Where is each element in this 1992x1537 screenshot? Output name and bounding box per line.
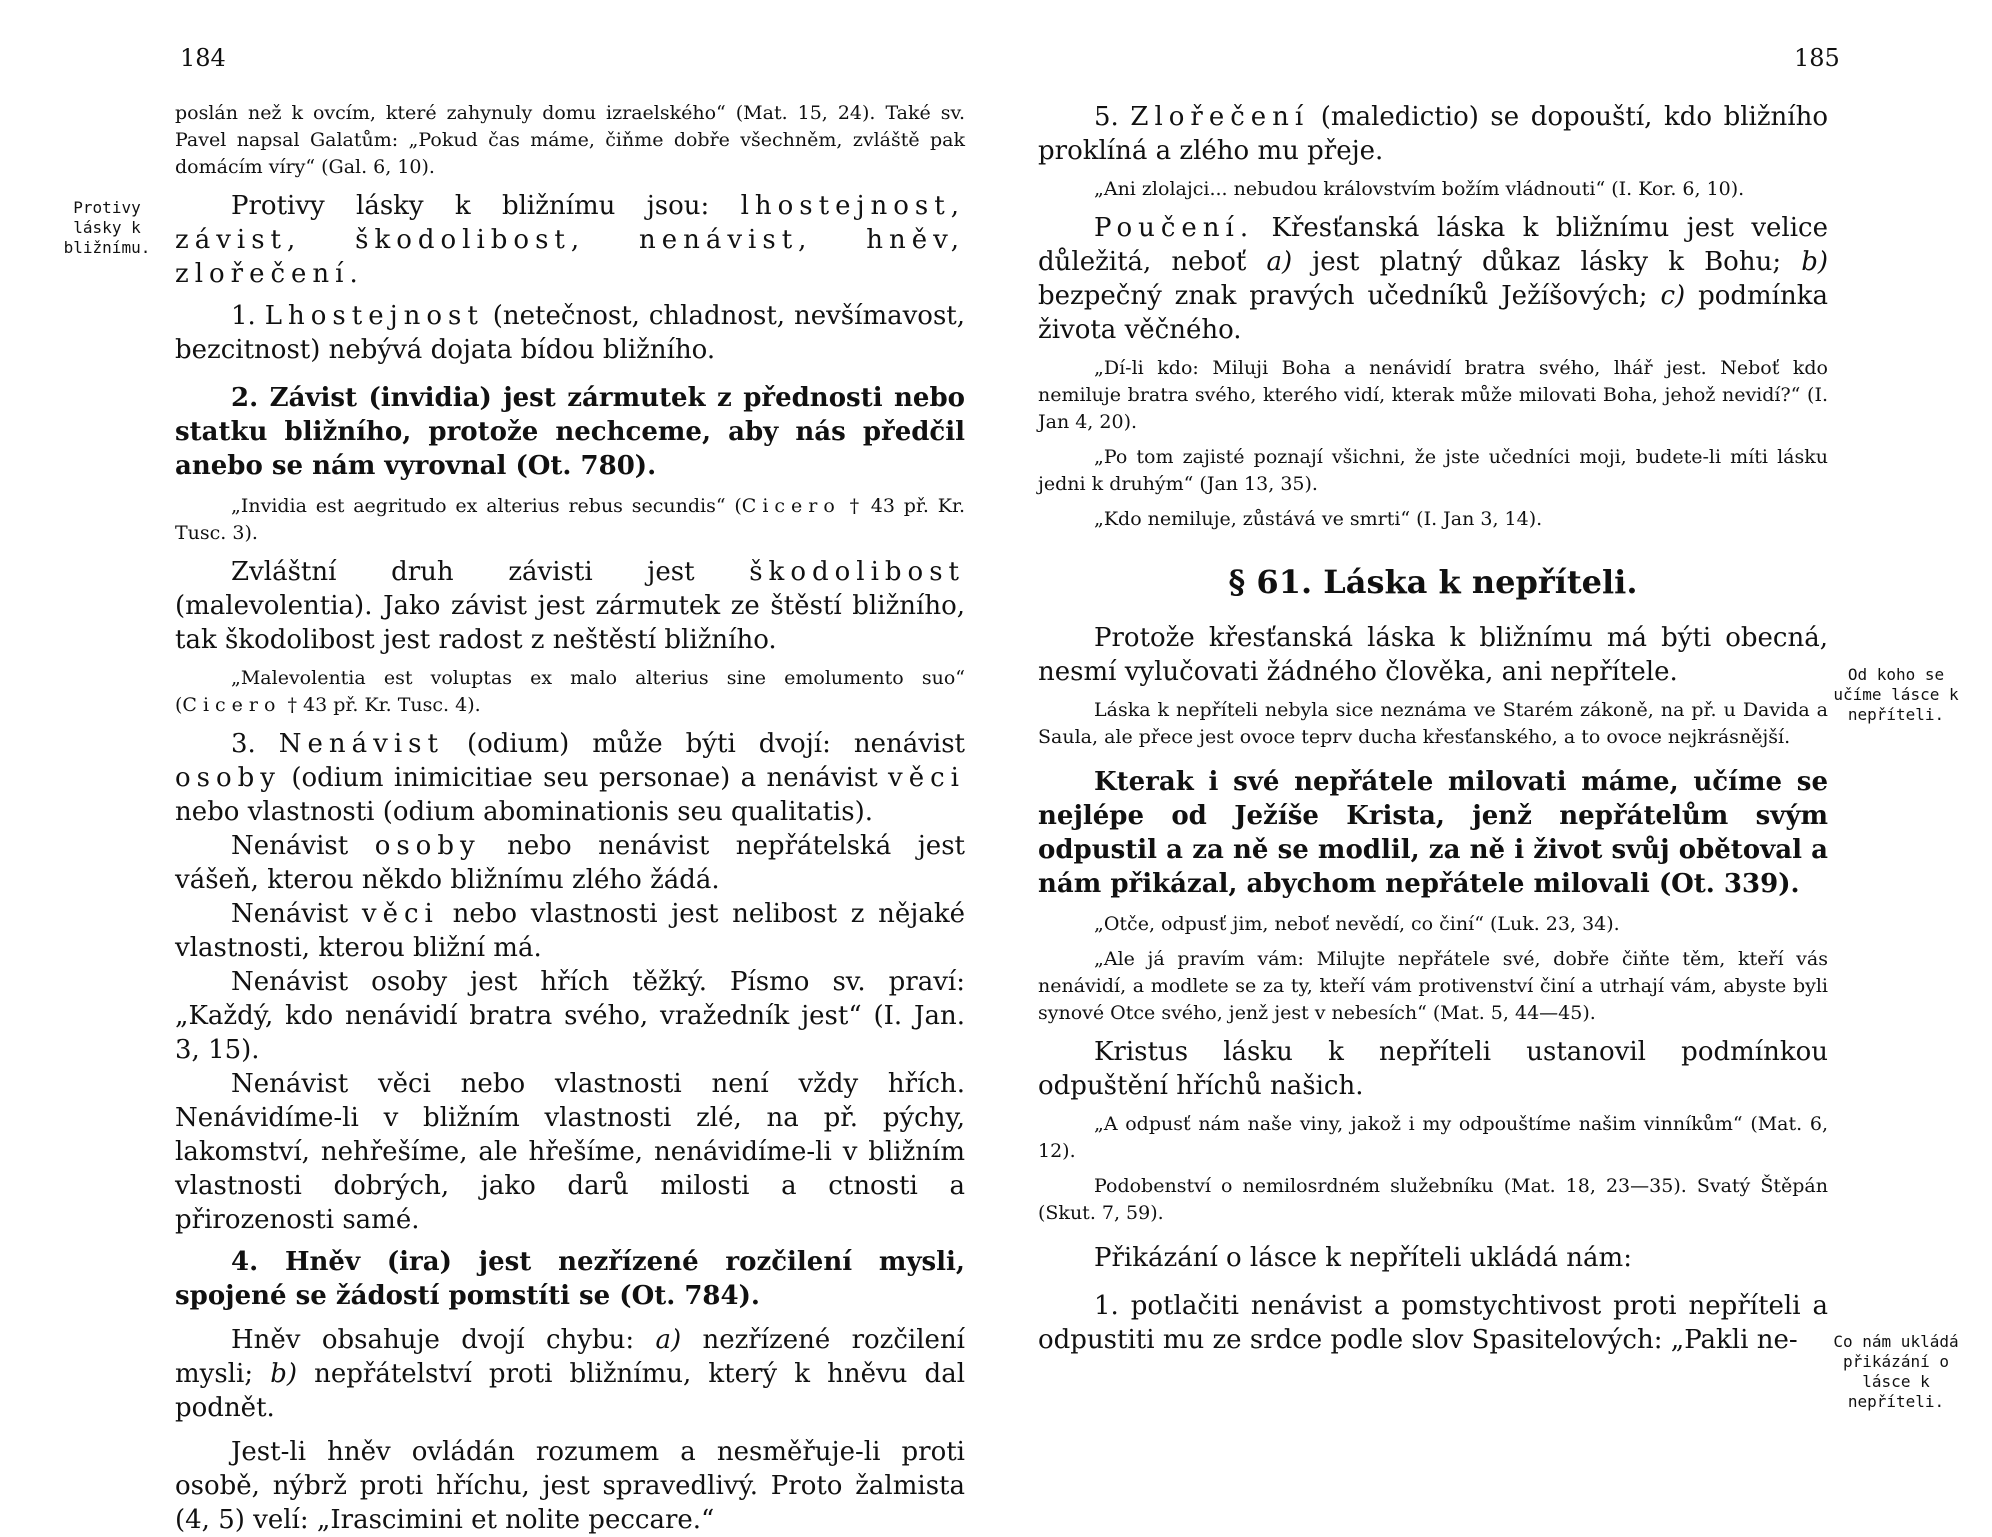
text-run: Křesťanská láska k bližnímu jest velice důležitá, neboť (1038, 213, 1828, 277)
text-run: 1. (231, 301, 265, 331)
spaced-text: Nenávist (278, 729, 444, 759)
text-run: nebo nenávist nepřátelská jest vášeň, kterou někdo bližnímu zlého žádá. (175, 831, 965, 895)
text-run: Hněv obsahuje dvojí chybu: (231, 1325, 656, 1355)
paragraph (1038, 100, 1828, 168)
paragraph: Protože křesťanská láska k bližnímu má býti obecná, nesmí vylučovati žádného člověka, ani nepřítele. (1038, 623, 1828, 687)
paragraph (175, 1323, 965, 1425)
paragraph-small (175, 665, 965, 719)
paragraph-small: „Dí-li kdo: Miluji Boha a nenávidí bratra svého, lhář jest. Neboť kdo nemiluje bratra svého, kterého vidí, kterak může milovati Boha, jehož nevidí?“ (I. Jan 4, 20). (1038, 357, 1828, 433)
text-run: Protivy lásky k bližnímu jsou: (231, 191, 741, 221)
text-run: Nenávist (231, 899, 362, 929)
spaced-text: osoby (175, 763, 281, 793)
spaced-text: Cicero (182, 694, 282, 716)
spaced-text: osoby (374, 831, 481, 861)
page-number: 185 (1794, 44, 1840, 72)
text-run: (odium) může býti dvojí: nenávist (443, 729, 965, 759)
paragraph-small: „Po tom zajisté poznají všichni, že jste učedníci moji, budete-li míti lásku jedni k druhým“ (Jan 13, 35). (1038, 446, 1828, 495)
paragraph-small: Podobenství o nemilosrdném služebníku (Mat. 18, 23—35). Svatý Štěpán (Skut. 7, 59). (1038, 1175, 1828, 1224)
bold-paragraph: 2. Závist (invidia) jest zármutek z přednosti nebo statku bližního, protože nechceme, aby nás předčil anebo se nám vyrovnal (Ot. 780). (175, 383, 965, 481)
text-column (1038, 100, 1828, 1357)
spaced-text: Poučení. (1094, 213, 1255, 243)
paragraph: Přikázání o lásce k nepříteli ukládá nám: (1094, 1243, 1632, 1273)
paragraph: Kristus lásku k nepříteli ustanovil podmínkou odpuštění hříchů našich. (1038, 1037, 1828, 1101)
paragraph: 1. potlačiti nenávist a pomstychtivost proti nepříteli a odpustiti mu ze srdce podle slov Spasitelových: „Pakli ne- (1038, 1291, 1828, 1355)
paragraph-small: Láska k nepříteli nebyla sice neznáma ve Starém zákoně, na př. u Davida a Saula, ale přece jest ovoce teprv ducha křesťanského, a to ovoce nejkrásnější. (1038, 699, 1828, 748)
paragraph: Nenávist věci nebo vlastnosti není vždy hřích. Nenávidíme-li v bližním vlastnosti zlé, na př. pýchy, lakomství, nehřešíme, ale hřešíme, nenávidíme-li v bližním vlastnosti dobrých, jako darů milosti a ctnosti a přirozenosti samé. (175, 1069, 965, 1235)
paragraph (175, 189, 965, 291)
paragraph (175, 727, 965, 829)
bold-paragraph: Kterak i své nepřátele milovati máme, učíme se nejlépe od Ježíše Krista, jenž nepřátelům svým odpustil a za ně se modlil, za ně i život svůj obětoval a nám přikázal, abychom nepřátele milovali (Ot. 339). (1038, 767, 1828, 899)
paragraph (175, 555, 965, 657)
margin-note: Od koho se učíme lásce k nepříteli. (1833, 665, 1959, 724)
paragraph (1038, 211, 1828, 347)
text-run: (netečnost, chladnost, nevšímavost, bezcitnost) nebývá dojata bídou bližního. (175, 301, 966, 365)
text-run: Nenávist (231, 831, 375, 861)
text-run: † 43 př. Kr. Tusc. 4). (281, 694, 481, 716)
spaced-text: lhostejnost, závist, škodolibost, nenávist, hněv, zlořečení. (175, 191, 965, 289)
text-run: nezřízené rozčilení mysli; (175, 1325, 966, 1389)
italic-letter: a) (1266, 247, 1293, 277)
text-run: (malevolentia). Jako závist jest zármutek ze štěstí bližního, tak škodolibost jest radost z neštěstí bližního. (175, 591, 965, 655)
italic-letter: c) (1660, 281, 1686, 311)
page-number: 184 (180, 44, 226, 72)
text-column (175, 100, 965, 1537)
text-run: bezpečný znak pravých učedníků Ježíšových; (1038, 281, 1661, 311)
italic-letter: b) (270, 1359, 298, 1389)
text-run: „Malevolentia est voluptas ex malo alterius sine emolumento suo“ ( (175, 667, 965, 716)
text-run: nepřátelství proti bližnímu, který k hněvu dal podnět. (175, 1359, 966, 1423)
left-page (0, 0, 996, 1535)
paragraph: Jest-li hněv ovládán rozumem a nesměřuje-li proti osobě, nýbrž proti hříchu, jest spravedlivý. Proto žalmista (4, 5) velí: „Irascimini et nolite peccare.“ (175, 1437, 965, 1535)
text-run: „Invidia est aegritudo ex alterius rebus secundis“ ( (231, 495, 742, 517)
right-page (996, 0, 1992, 1500)
paragraph-small: „Kdo nemiluje, zůstává ve smrti“ (I. Jan 3, 14). (1094, 508, 1543, 530)
spaced-text: škodolibost (749, 557, 965, 587)
paragraph-small: „Ale já pravím vám: Milujte nepřátele své, dobře čiňte těm, kteří vás nenávidí, a modlete se za ty, kteří vám protivenství činí a utrhají vám, abyste byli synové Otce svého, jenž jest v nebesích“ (Mat. 5, 44—45). (1038, 948, 1828, 1024)
paragraph-small: poslán než k ovcím, které zahynuly domu izraelského“ (Mat. 15, 24). Také sv. Pavel napsal Galatům: „Pokud čas máme, čiňme dobře všechněm, zvláště pak domácím víry“ (Gal. 6, 10). (175, 102, 965, 178)
paragraph (175, 897, 965, 965)
spaced-text: věci (888, 763, 965, 793)
section-heading: § 61. Láska k nepříteli. (1228, 563, 1638, 601)
text-run: nebo vlastnosti jest nelibost z nějaké vlastnosti, kterou bližní má. (175, 899, 965, 963)
paragraph-small: „Otče, odpusť jim, neboť nevědí, co činí“ (Luk. 23, 34). (1094, 913, 1620, 935)
paragraph-small: „A odpusť nám naše viny, jakož i my odpouštíme našim vinníkům“ (Mat. 6, 12). (1038, 1113, 1828, 1162)
text-run: † 43 př. Kr. Tusc. 3). (175, 495, 965, 544)
spaced-text: Cicero (741, 495, 841, 517)
paragraph: Nenávist osoby jest hřích těžký. Písmo sv. praví: „Každý, kdo nenávidí bratra svého, vražedník jest“ (I. Jan. 3, 15). (175, 967, 965, 1065)
text-run: jest platný důkaz lásky k Bohu; (1292, 247, 1802, 277)
spaced-text: věci (361, 899, 439, 929)
text-run: (maledictio) se dopouští, kdo bližního proklíná a zlého mu přeje. (1038, 102, 1829, 166)
text-run: podmínka života věčného. (1038, 281, 1828, 345)
spaced-text: Zlořečení (1130, 102, 1310, 132)
bold-paragraph: 4. Hněv (ira) jest nezřízené rozčilení mysli, spojené se žádostí pomstíti se (Ot. 784). (175, 1247, 965, 1311)
text-run: 3. (231, 729, 279, 759)
text-run: nebo vlastnosti (odium abominationis seu qualitatis). (175, 797, 874, 827)
text-run: 5. (1094, 102, 1131, 132)
text-run: (odium inimicitiae seu personae) a nenávist (280, 763, 889, 793)
italic-letter: b) (1801, 247, 1828, 277)
paragraph-small (175, 493, 965, 547)
spaced-text: Lhostejnost (264, 301, 484, 331)
paragraph (175, 299, 965, 367)
paragraph-small: „Ani zlolajci... nebudou královstvím božím vládnouti“ (I. Kor. 6, 10). (1094, 178, 1745, 200)
paragraph (175, 829, 965, 897)
text-run: Zvláštní druh závisti jest (231, 557, 750, 587)
margin-note: Co nám ukládá přikázání o lásce k nepříteli. (1833, 1332, 1959, 1411)
italic-letter: a) (655, 1325, 682, 1355)
margin-note: Protivy lásky k bližnímu. (63, 198, 151, 257)
